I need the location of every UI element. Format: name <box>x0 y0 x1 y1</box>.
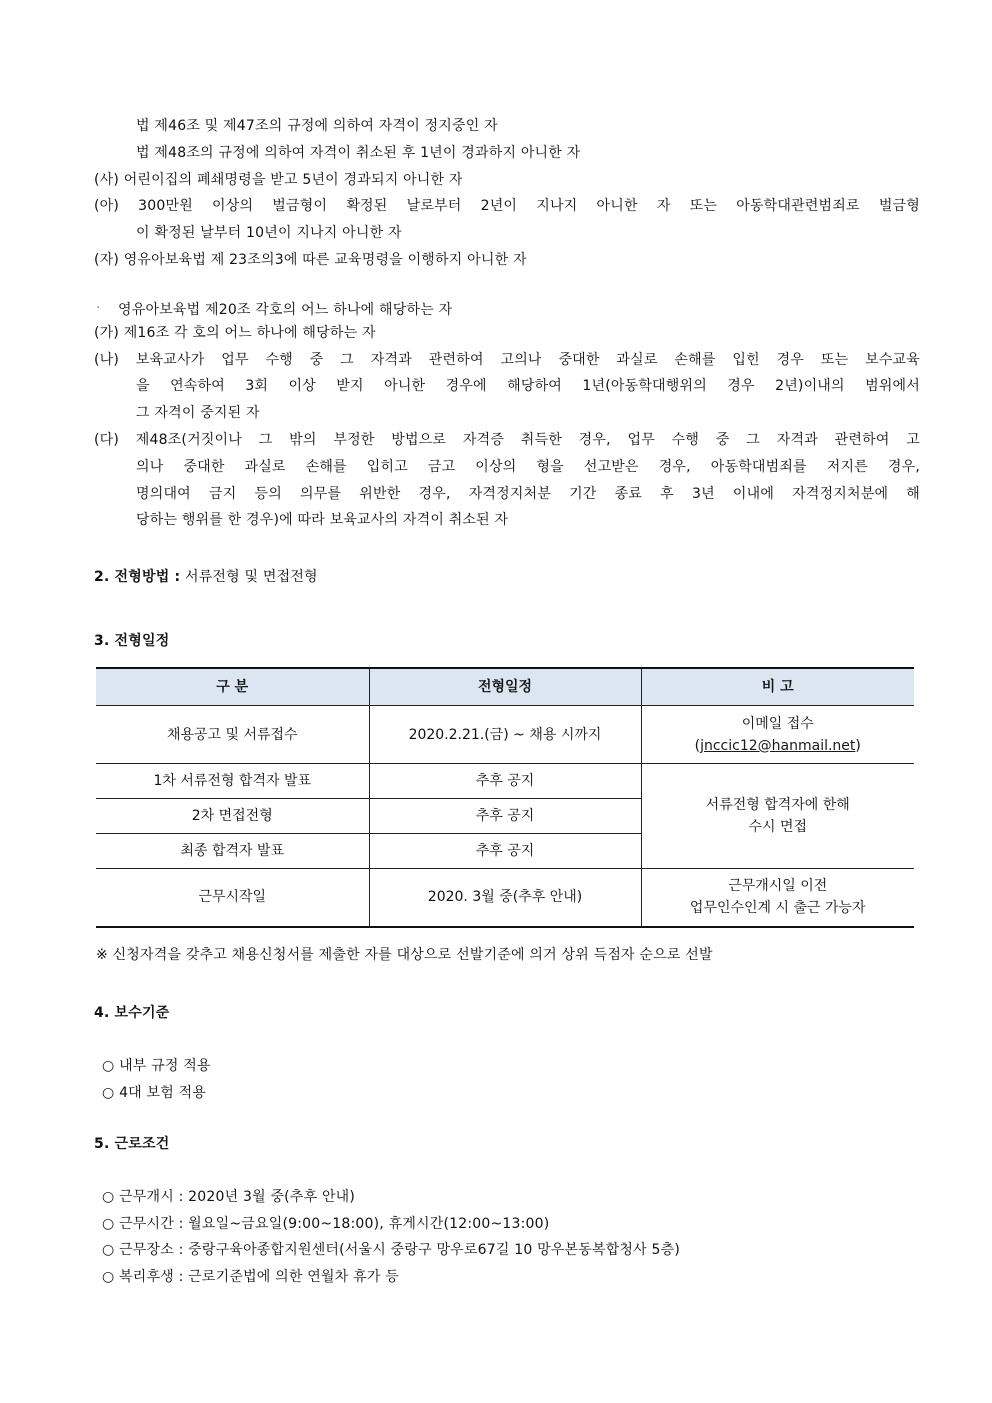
section3-heading: 3. 전형일정 <box>94 633 170 649</box>
cell-schedule: 추후 공지 <box>369 799 641 834</box>
cell-schedule: 추후 공지 <box>369 834 641 869</box>
disqual2-line: (가) 제16조 각 호의 어느 하나에 해당하는 자 <box>94 325 376 341</box>
col-header-schedule: 전형일정 <box>369 668 641 706</box>
list-item: ○ 근무장소 : 중랑구육아종합지원센터(서울시 중랑구 망우로67길 10 망우본동복합청사 5층) <box>102 1242 681 1258</box>
section4-heading: 4. 보수기준 <box>94 1005 170 1021</box>
disqual-line: (사) 어린이집의 폐쇄명령을 받고 5년이 경과되지 아니한 자 <box>94 172 463 188</box>
cell-category: 1차 서류전형 합격자 발표 <box>96 764 369 799</box>
cell-schedule: 2020.2.21.(금) ~ 채용 시까지 <box>369 706 641 764</box>
disqual2-line: 명의대여 금지 등의 의무를 위반한 경우, 자격정지처분 기간 종료 후 3년 이내에 자격정지처분에 해 <box>136 486 920 502</box>
note-line: 업무인수인계 시 출근 가능자 <box>689 900 866 917</box>
disqual2-line: 의나 중대한 과실로 손해를 입히고 금고 이상의 형을 선고받은 경우, 아동학대범죄를 저지른 경우, <box>136 459 920 475</box>
section2-content: 서류전형 및 면접전형 <box>184 569 318 585</box>
paren-close: ) <box>855 737 861 754</box>
cell-note <box>641 706 914 764</box>
disqual2-line: 을 연속하여 3회 이상 받지 아니한 경우에 해당하여 1년(아동학대행위의 경우 2년)이내의 범위에서 <box>136 378 920 394</box>
cell-note <box>641 869 914 927</box>
col-header-category: 구 분 <box>96 668 369 706</box>
disqual-line: 법 제46조 및 제47조의 규정에 의하여 자격이 정지중인 자 <box>136 118 498 134</box>
disqual2-title: 영유아보육법 제20조 각호의 어느 하나에 해당하는 자 <box>118 302 453 318</box>
email-link[interactable]: jnccic12@hanmail.net <box>700 737 856 754</box>
section2-heading: 2. 전형방법 : <box>94 569 181 585</box>
list-item: ○ 근무시간 : 월요일~금요일(9:00~18:00), 휴게시간(12:00~13:00) <box>102 1216 550 1232</box>
cell-category: 최종 합격자 발표 <box>96 834 369 869</box>
cell-merged-note <box>641 764 914 869</box>
cell-category: 2차 면접전형 <box>96 799 369 834</box>
disqual-line: 법 제48조의 규정에 의하여 자격이 취소된 후 1년이 경과하지 아니한 자 <box>136 145 581 161</box>
col-header-note: 비 고 <box>641 668 914 706</box>
disqual2-line: (나) 보육교사가 업무 수행 중 그 자격과 관련하여 고의나 중대한 과실로 손해를 입힌 경우 또는 보수교육 <box>94 352 920 368</box>
disqual-line: (자) 영유아보육법 제 23조의3에 따른 교육명령을 이행하지 아니한 자 <box>94 252 527 268</box>
disqual-line: (아) 300만원 이상의 벌금형이 확정된 날로부터 2년이 지나지 아니한 자 또는 아동학대관련범죄로 벌금형 <box>94 198 920 214</box>
table-row <box>96 706 914 764</box>
note-email-line <box>646 735 911 757</box>
disqual2-line: 그 자격이 중지된 자 <box>136 405 260 421</box>
bullet-dot: · <box>96 300 101 316</box>
note-line: 근무개시일 이전 <box>728 878 828 895</box>
cell-category: 근무시작일 <box>96 869 369 927</box>
table-footnote: ※ 신청자격을 갖추고 채용신청서를 제출한 자를 대상으로 선발기준에 의거 상위 득점자 순으로 선발 <box>96 947 713 963</box>
note-line: 서류전형 합격자에 한해 <box>705 797 850 813</box>
disqual2-line: (다) 제48조(거짓이나 그 밖의 부정한 방법으로 자격증 취득한 경우, 업무 수행 중 그 자격과 관련하여 고 <box>94 432 920 448</box>
disqual2-line: 당하는 행위를 한 경우)에 따라 보육교사의 자격이 취소된 자 <box>136 512 509 528</box>
table-row <box>96 869 914 927</box>
cell-schedule: 2020. 3월 중(추후 안내) <box>369 869 641 927</box>
schedule-table <box>96 667 914 928</box>
table-header-row <box>96 668 914 706</box>
table-row <box>96 764 914 799</box>
list-item: ○ 4대 보험 적용 <box>102 1085 207 1101</box>
cell-schedule: 추후 공지 <box>369 764 641 799</box>
disqual-line: 이 확정된 날부터 10년이 지나지 아니한 자 <box>136 225 402 241</box>
list-item: ○ 근무개시 : 2020년 3월 중(추후 안내) <box>102 1189 356 1205</box>
section2-row <box>94 567 318 587</box>
note-line: 이메일 접수 <box>741 715 814 732</box>
list-item: ○ 내부 규정 적용 <box>102 1058 211 1074</box>
paren-open: ( <box>694 737 701 754</box>
section5-heading: 5. 근로조건 <box>94 1136 170 1152</box>
list-item: ○ 복리후생 : 근로기준법에 의한 연월차 휴가 등 <box>102 1269 399 1285</box>
note-line: 수시 면접 <box>748 819 808 835</box>
cell-category: 채용공고 및 서류접수 <box>96 706 369 764</box>
